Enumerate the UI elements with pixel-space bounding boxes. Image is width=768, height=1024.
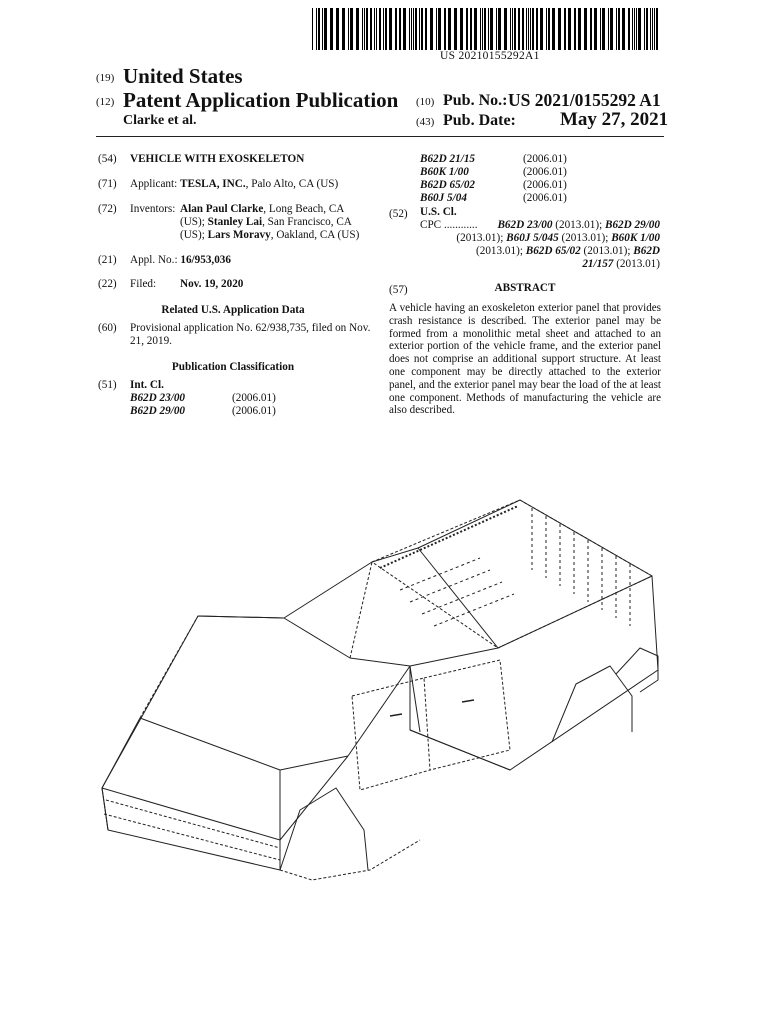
applicant-name: TESLA, INC.: [180, 178, 246, 190]
intcl-class-code: B60J 5/04: [420, 192, 467, 204]
intcl-class-code: B62D 23/00: [130, 392, 186, 404]
intcl-class-code: B62D 21/15: [420, 153, 476, 165]
barcode-number: US 20210155292A1: [440, 50, 540, 62]
vehicle-drawing: [80, 470, 680, 930]
inventor-3-location: , Oakland, CA (US): [270, 229, 360, 241]
title: VEHICLE WITH EXOSKELETON: [130, 153, 305, 165]
inventors-line-3: [180, 229, 359, 243]
cpc-class: B62D 29/00: [604, 219, 660, 231]
intcl-class-year: (2006.01): [523, 192, 567, 204]
inventor-2-prefix: (US);: [180, 216, 205, 228]
cpc-class: B60J 5/045: [506, 232, 559, 244]
intcl-class-code: B62D 65/02: [420, 179, 476, 191]
cpc-line-2: [420, 232, 660, 246]
country-code: (19): [96, 72, 115, 84]
cpc-class: 21/157: [582, 258, 614, 270]
abstract-text: A vehicle having an exoskeleton exterior panel that provides crash resistance is described. The exterior panel may be formed from a monolithic metal sheet and attached to an exterior portion of the vehicle frame, and the exterior panel does not comprise an additional support structure. At least one component may be directly attached to the exterior panel, and the exterior panel may bear the load of the at least one component. Methods of manufacturing the vehicle are also described.: [389, 302, 661, 417]
cpc-label: CPC ............: [420, 219, 478, 231]
intcl-class-year: (2006.01): [232, 392, 276, 404]
abstract-heading: ABSTRACT: [494, 282, 556, 294]
cpc-year: (2013.01);: [456, 232, 507, 244]
cpc-year: (2013.01);: [476, 245, 526, 257]
appl: [130, 254, 231, 268]
intcl-class-year: (2006.01): [523, 179, 567, 191]
applicant: [130, 178, 338, 192]
cpc-line-4: [420, 258, 660, 272]
pub-no: US 2021/0155292 A1: [508, 90, 661, 110]
intcl-class-code: B60K 1/00: [420, 166, 469, 178]
provisional-line-2: 21, 2019.: [130, 335, 172, 347]
inventors-code: (72): [98, 203, 117, 215]
uscl-code: (52): [389, 208, 408, 220]
inventor-3-prefix: (US);: [180, 229, 205, 241]
inventors-line-2: [180, 216, 352, 230]
provisional-line-1: Provisional application No. 62/938,735, filed on Nov.: [130, 322, 371, 334]
cpc-year: (2013.01);: [558, 232, 612, 244]
appl-code: (21): [98, 254, 117, 266]
inventor-1-name: Alan Paul Clarke: [180, 203, 264, 215]
pub-no-label: Pub. No.:: [443, 92, 508, 109]
related-heading: Related U.S. Application Data: [161, 304, 305, 316]
cpc-year: (2013.01);: [580, 245, 634, 257]
cpc-class: B62D: [633, 245, 660, 257]
header-rule: [96, 136, 664, 137]
intcl-class-year: (2006.01): [232, 405, 276, 417]
intcl-class-year: (2006.01): [523, 166, 567, 178]
inventor-1-location: , Long Beach, CA: [263, 203, 345, 215]
inventor-3-name: Lars Moravy: [207, 229, 271, 241]
filed-label: Filed:: [130, 278, 157, 290]
pub-no-code: (10): [416, 96, 435, 108]
title-code: (54): [98, 153, 117, 165]
cpc-class: B62D 65/02: [525, 245, 581, 257]
intcl-label: Int. Cl.: [130, 379, 164, 391]
inventors-label: Inventors:: [130, 203, 176, 215]
cpc-line-1: [420, 219, 660, 233]
inventor-2-location: , San Francisco, CA: [262, 216, 352, 228]
filed-code: (22): [98, 278, 117, 290]
cpc-line-3: [420, 245, 660, 259]
cpc-year: (2013.01);: [552, 219, 605, 231]
appl-number: 16/953,036: [180, 254, 231, 266]
pub-date-label: Pub. Date:: [443, 112, 516, 129]
intcl-code: (51): [98, 379, 117, 391]
pub-date: May 27, 2021: [560, 109, 669, 130]
applicant-code: (71): [98, 178, 117, 190]
authors: Clarke et al.: [123, 113, 197, 128]
uscl-label: U.S. Cl.: [420, 206, 457, 218]
intcl-class-year: (2006.01): [523, 153, 567, 165]
cpc-class: B60K 1/00: [611, 232, 660, 244]
pub-type: Patent Application Publication: [123, 88, 399, 112]
applicant-label: Applicant:: [130, 178, 178, 190]
intcl-class-code: B62D 29/00: [130, 405, 186, 417]
appl-label: Appl. No.:: [130, 254, 178, 266]
inventor-2-name: Stanley Lai: [207, 216, 263, 228]
filed-date: Nov. 19, 2020: [180, 278, 244, 290]
cpc-year: (2013.01): [613, 258, 660, 270]
pub-type-code: (12): [96, 96, 115, 108]
country: United States: [123, 64, 243, 88]
pubclass-heading: Publication Classification: [171, 361, 295, 373]
inventors-line-1: [180, 203, 344, 217]
abstract-code: (57): [389, 284, 408, 296]
applicant-location: , Palo Alto, CA (US): [245, 178, 339, 190]
pub-date-code: (43): [416, 116, 435, 128]
cpc-class: B62D 23/00: [497, 219, 553, 231]
provisional-code: (60): [98, 322, 117, 334]
barcode: [312, 8, 660, 50]
